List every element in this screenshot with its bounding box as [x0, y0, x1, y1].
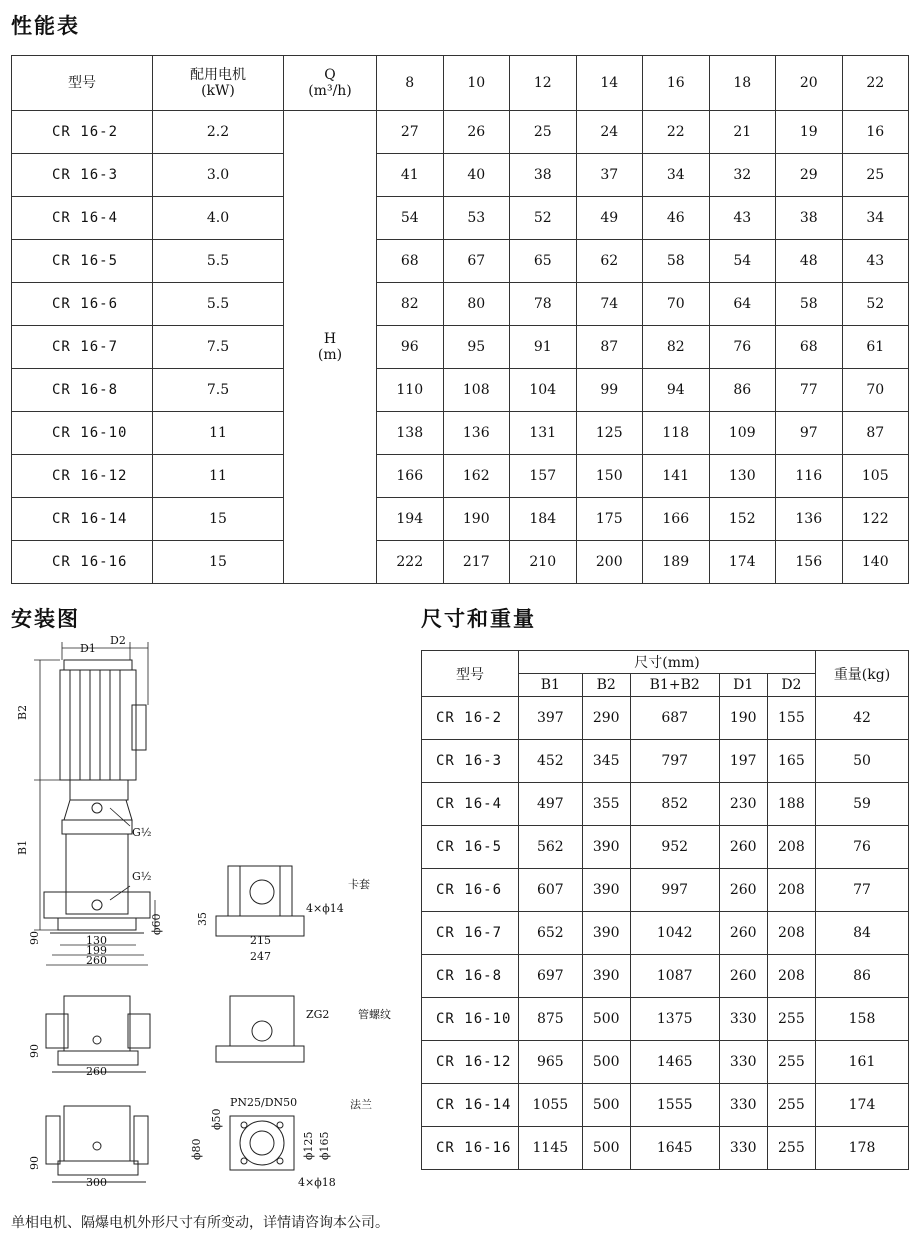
head-cell: 109: [709, 412, 776, 455]
dim-cell: 260: [719, 869, 767, 912]
model-cell: CR 16-14: [422, 1084, 519, 1127]
perf-header-model: 型号: [12, 56, 153, 111]
model-cell: CR 16-4: [422, 783, 519, 826]
dims-row: [422, 1127, 909, 1170]
h-unit-cell: H (m): [284, 111, 377, 584]
dim-cell: 997: [630, 869, 719, 912]
label-g-top: G½: [132, 826, 152, 839]
perf-row: [12, 154, 909, 197]
label-199: 199: [86, 944, 107, 957]
dim-cell: 397: [519, 697, 583, 740]
head-cell: 43: [842, 240, 909, 283]
perf-header-flow: 18: [709, 56, 776, 111]
dims-header-col: D1: [719, 674, 767, 697]
head-cell: 94: [643, 369, 710, 412]
head-cell: 130: [709, 455, 776, 498]
model-cell: CR 16-2: [422, 697, 519, 740]
head-cell: 110: [377, 369, 444, 412]
dim-cell: 355: [582, 783, 630, 826]
dim-cell: 1375: [630, 998, 719, 1041]
head-cell: 131: [510, 412, 577, 455]
dim-cell: 260: [719, 912, 767, 955]
head-cell: 24: [576, 111, 643, 154]
dim-cell: 875: [519, 998, 583, 1041]
head-cell: 40: [443, 154, 510, 197]
dims-row: [422, 783, 909, 826]
dim-cell: 687: [630, 697, 719, 740]
head-cell: 190: [443, 498, 510, 541]
dims-header-model: 型号: [422, 651, 519, 697]
head-cell: 87: [576, 326, 643, 369]
head-cell: 68: [776, 326, 843, 369]
motor-cell: 7.5: [153, 326, 284, 369]
perf-row: [12, 197, 909, 240]
head-cell: 48: [776, 240, 843, 283]
dims-header-size: 尺寸(mm): [519, 651, 816, 674]
head-cell: 80: [443, 283, 510, 326]
dim-cell: 562: [519, 826, 583, 869]
label-sleeve: 卡套: [348, 878, 370, 891]
head-cell: 152: [709, 498, 776, 541]
weight-cell: 84: [816, 912, 909, 955]
label-90-thread: 90: [28, 1044, 41, 1058]
head-cell: 157: [510, 455, 577, 498]
motor-cell: 2.2: [153, 111, 284, 154]
dims-header-col: B2: [582, 674, 630, 697]
head-cell: 46: [643, 197, 710, 240]
motor-cell: 3.0: [153, 154, 284, 197]
model-cell: CR 16-7: [12, 326, 153, 369]
dim-cell: 452: [519, 740, 583, 783]
head-cell: 210: [510, 541, 577, 584]
dim-cell: 500: [582, 1041, 630, 1084]
perf-header-flow: 8: [377, 56, 444, 111]
dim-cell: 697: [519, 955, 583, 998]
weight-cell: 59: [816, 783, 909, 826]
dims-row: [422, 1084, 909, 1127]
installation-drawing: [0, 630, 420, 1200]
label-247: 247: [250, 950, 271, 963]
dim-cell: 497: [519, 783, 583, 826]
dim-cell: 208: [767, 955, 815, 998]
head-cell: 86: [709, 369, 776, 412]
label-4-phi14: 4×ϕ14: [306, 902, 344, 915]
perf-header-flow: 22: [842, 56, 909, 111]
head-cell: 34: [643, 154, 710, 197]
head-cell: 125: [576, 412, 643, 455]
perf-row: [12, 326, 909, 369]
model-cell: CR 16-8: [12, 369, 153, 412]
head-cell: 29: [776, 154, 843, 197]
weight-cell: 174: [816, 1084, 909, 1127]
perf-header-flow: 10: [443, 56, 510, 111]
head-cell: 77: [776, 369, 843, 412]
dim-cell: 1145: [519, 1127, 583, 1170]
dims-row: [422, 697, 909, 740]
label-phi60: ϕ60: [150, 913, 163, 935]
perf-row: [12, 240, 909, 283]
dims-row: [422, 998, 909, 1041]
model-cell: CR 16-4: [12, 197, 153, 240]
perf-row: [12, 369, 909, 412]
model-cell: CR 16-5: [422, 826, 519, 869]
head-cell: 52: [510, 197, 577, 240]
flange-view-drawing: [46, 1106, 294, 1182]
dim-cell: 188: [767, 783, 815, 826]
head-cell: 87: [842, 412, 909, 455]
perf-row: [12, 498, 909, 541]
motor-cell: 5.5: [153, 240, 284, 283]
head-cell: 76: [709, 326, 776, 369]
dim-cell: 345: [582, 740, 630, 783]
model-cell: CR 16-6: [12, 283, 153, 326]
perf-header-flow: 16: [643, 56, 710, 111]
dim-cell: 390: [582, 955, 630, 998]
head-cell: 166: [377, 455, 444, 498]
head-cell: 64: [709, 283, 776, 326]
label-b1: B1: [16, 839, 29, 855]
head-cell: 217: [443, 541, 510, 584]
head-cell: 116: [776, 455, 843, 498]
dim-cell: 500: [582, 1127, 630, 1170]
dim-cell: 390: [582, 826, 630, 869]
dim-cell: 208: [767, 826, 815, 869]
head-cell: 156: [776, 541, 843, 584]
model-cell: CR 16-6: [422, 869, 519, 912]
footnote: 单相电机、隔爆电机外形尺寸有所变动，详情请咨询本公司。: [11, 1215, 389, 1231]
dim-cell: 390: [582, 869, 630, 912]
label-phi50: ϕ50: [210, 1108, 223, 1130]
dim-cell: 1055: [519, 1084, 583, 1127]
dims-row: [422, 869, 909, 912]
head-cell: 26: [443, 111, 510, 154]
model-cell: CR 16-12: [12, 455, 153, 498]
label-zg2: ZG2: [306, 1008, 330, 1021]
head-cell: 162: [443, 455, 510, 498]
sleeve-view-drawing: [216, 866, 304, 936]
dim-cell: 155: [767, 697, 815, 740]
perf-header-q: Q (m³/h): [284, 56, 377, 111]
weight-cell: 178: [816, 1127, 909, 1170]
head-cell: 166: [643, 498, 710, 541]
dim-cell: 255: [767, 998, 815, 1041]
head-cell: 43: [709, 197, 776, 240]
dim-cell: 190: [719, 697, 767, 740]
dim-cell: 852: [630, 783, 719, 826]
dim-cell: 255: [767, 1041, 815, 1084]
motor-cell: 11: [153, 455, 284, 498]
label-b2: B2: [16, 704, 29, 720]
weight-cell: 50: [816, 740, 909, 783]
motor-cell: 15: [153, 541, 284, 584]
model-cell: CR 16-8: [422, 955, 519, 998]
head-cell: 54: [377, 197, 444, 240]
dim-cell: 1042: [630, 912, 719, 955]
label-thread: 管螺纹: [358, 1008, 391, 1021]
head-cell: 58: [776, 283, 843, 326]
head-cell: 58: [643, 240, 710, 283]
installation-title: 安装图: [11, 607, 80, 631]
label-d1: D1: [80, 642, 96, 655]
perf-row: [12, 455, 909, 498]
head-cell: 16: [842, 111, 909, 154]
dim-cell: 1087: [630, 955, 719, 998]
label-130: 130: [86, 934, 107, 947]
perf-header-flow: 12: [510, 56, 577, 111]
head-cell: 38: [776, 197, 843, 240]
dim-cell: 1645: [630, 1127, 719, 1170]
dim-cell: 952: [630, 826, 719, 869]
dim-cell: 330: [719, 1041, 767, 1084]
dim-cell: 230: [719, 783, 767, 826]
dim-cell: 330: [719, 1127, 767, 1170]
weight-cell: 161: [816, 1041, 909, 1084]
head-cell: 200: [576, 541, 643, 584]
performance-title: 性能表: [11, 14, 80, 38]
motor-cell: 7.5: [153, 369, 284, 412]
dim-cell: 330: [719, 998, 767, 1041]
head-cell: 96: [377, 326, 444, 369]
head-cell: 38: [510, 154, 577, 197]
dim-cell: 500: [582, 1084, 630, 1127]
motor-cell: 5.5: [153, 283, 284, 326]
dim-cell: 197: [719, 740, 767, 783]
weight-cell: 86: [816, 955, 909, 998]
label-4-phi18: 4×ϕ18: [298, 1176, 336, 1189]
weight-cell: 76: [816, 826, 909, 869]
head-cell: 95: [443, 326, 510, 369]
model-cell: CR 16-16: [422, 1127, 519, 1170]
head-cell: 53: [443, 197, 510, 240]
head-cell: 49: [576, 197, 643, 240]
dim-cell: 260: [719, 955, 767, 998]
label-phi80: ϕ80: [190, 1138, 203, 1160]
head-cell: 104: [510, 369, 577, 412]
head-cell: 105: [842, 455, 909, 498]
head-cell: 61: [842, 326, 909, 369]
head-cell: 108: [443, 369, 510, 412]
model-cell: CR 16-5: [12, 240, 153, 283]
dim-cell: 255: [767, 1127, 815, 1170]
perf-row: [12, 283, 909, 326]
label-300: 300: [86, 1176, 107, 1189]
weight-cell: 42: [816, 697, 909, 740]
label-phi125: ϕ125: [302, 1131, 315, 1160]
head-cell: 118: [643, 412, 710, 455]
head-cell: 25: [842, 154, 909, 197]
motor-cell: 11: [153, 412, 284, 455]
head-cell: 54: [709, 240, 776, 283]
model-cell: CR 16-3: [422, 740, 519, 783]
dimensions-title: 尺寸和重量: [421, 607, 536, 631]
head-cell: 22: [643, 111, 710, 154]
dim-cell: 1555: [630, 1084, 719, 1127]
head-cell: 65: [510, 240, 577, 283]
dimensions-table: [421, 650, 909, 1170]
dim-cell: 797: [630, 740, 719, 783]
dim-cell: 165: [767, 740, 815, 783]
dim-cell: 330: [719, 1084, 767, 1127]
perf-header-flow: 20: [776, 56, 843, 111]
dim-cell: 390: [582, 912, 630, 955]
head-cell: 37: [576, 154, 643, 197]
dim-cell: 652: [519, 912, 583, 955]
head-cell: 184: [510, 498, 577, 541]
perf-row: [12, 412, 909, 455]
head-cell: 97: [776, 412, 843, 455]
head-cell: 52: [842, 283, 909, 326]
dims-header-col: B1: [519, 674, 583, 697]
dim-cell: 255: [767, 1084, 815, 1127]
head-cell: 19: [776, 111, 843, 154]
label-flange: 法兰: [350, 1098, 372, 1111]
head-cell: 122: [842, 498, 909, 541]
label-g-bottom: G½: [132, 870, 152, 883]
label-pn25: PN25/DN50: [230, 1096, 298, 1109]
perf-header-flow: 14: [576, 56, 643, 111]
dims-row: [422, 955, 909, 998]
dims-row: [422, 1041, 909, 1084]
head-cell: 91: [510, 326, 577, 369]
label-260: 260: [86, 954, 107, 967]
model-cell: CR 16-7: [422, 912, 519, 955]
label-215: 215: [250, 934, 271, 947]
dims-row: [422, 912, 909, 955]
head-cell: 82: [643, 326, 710, 369]
label-d2: D2: [110, 634, 126, 647]
head-cell: 41: [377, 154, 444, 197]
head-cell: 67: [443, 240, 510, 283]
head-cell: 74: [576, 283, 643, 326]
weight-cell: 158: [816, 998, 909, 1041]
label-90: 90: [28, 931, 41, 945]
dim-cell: 500: [582, 998, 630, 1041]
dim-cell: 260: [719, 826, 767, 869]
head-cell: 25: [510, 111, 577, 154]
dim-cell: 208: [767, 869, 815, 912]
head-cell: 68: [377, 240, 444, 283]
head-cell: 174: [709, 541, 776, 584]
label-260-thread: 260: [86, 1065, 107, 1078]
head-cell: 175: [576, 498, 643, 541]
dim-cell: 290: [582, 697, 630, 740]
label-35: 35: [196, 912, 209, 926]
head-cell: 82: [377, 283, 444, 326]
model-cell: CR 16-2: [12, 111, 153, 154]
label-phi165: ϕ165: [318, 1131, 331, 1160]
head-cell: 138: [377, 412, 444, 455]
dims-row: [422, 826, 909, 869]
label-90-flange: 90: [28, 1156, 41, 1170]
head-cell: 78: [510, 283, 577, 326]
dims-row: [422, 740, 909, 783]
model-cell: CR 16-14: [12, 498, 153, 541]
main-pump-drawing: [44, 660, 150, 933]
motor-cell: 4.0: [153, 197, 284, 240]
perf-header-motor: 配用电机 (kW): [153, 56, 284, 111]
dim-cell: 1465: [630, 1041, 719, 1084]
dim-cell: 208: [767, 912, 815, 955]
head-cell: 70: [643, 283, 710, 326]
head-cell: 141: [643, 455, 710, 498]
dim-cell: 965: [519, 1041, 583, 1084]
head-cell: 62: [576, 240, 643, 283]
weight-cell: 77: [816, 869, 909, 912]
head-cell: 194: [377, 498, 444, 541]
head-cell: 32: [709, 154, 776, 197]
model-cell: CR 16-3: [12, 154, 153, 197]
head-cell: 21: [709, 111, 776, 154]
performance-table: [11, 55, 909, 584]
dims-header-weight: 重量(kg): [816, 651, 909, 697]
motor-cell: 15: [153, 498, 284, 541]
perf-row: [12, 111, 909, 154]
head-cell: 34: [842, 197, 909, 240]
head-cell: 136: [776, 498, 843, 541]
dims-header-col: B1+B2: [630, 674, 719, 697]
model-cell: CR 16-12: [422, 1041, 519, 1084]
head-cell: 189: [643, 541, 710, 584]
model-cell: CR 16-10: [422, 998, 519, 1041]
perf-row: [12, 541, 909, 584]
dims-header-col: D2: [767, 674, 815, 697]
head-cell: 27: [377, 111, 444, 154]
model-cell: CR 16-10: [12, 412, 153, 455]
head-cell: 140: [842, 541, 909, 584]
model-cell: CR 16-16: [12, 541, 153, 584]
head-cell: 150: [576, 455, 643, 498]
head-cell: 136: [443, 412, 510, 455]
head-cell: 222: [377, 541, 444, 584]
thread-view-drawing: [46, 996, 304, 1072]
head-cell: 99: [576, 369, 643, 412]
dim-cell: 607: [519, 869, 583, 912]
head-cell: 70: [842, 369, 909, 412]
